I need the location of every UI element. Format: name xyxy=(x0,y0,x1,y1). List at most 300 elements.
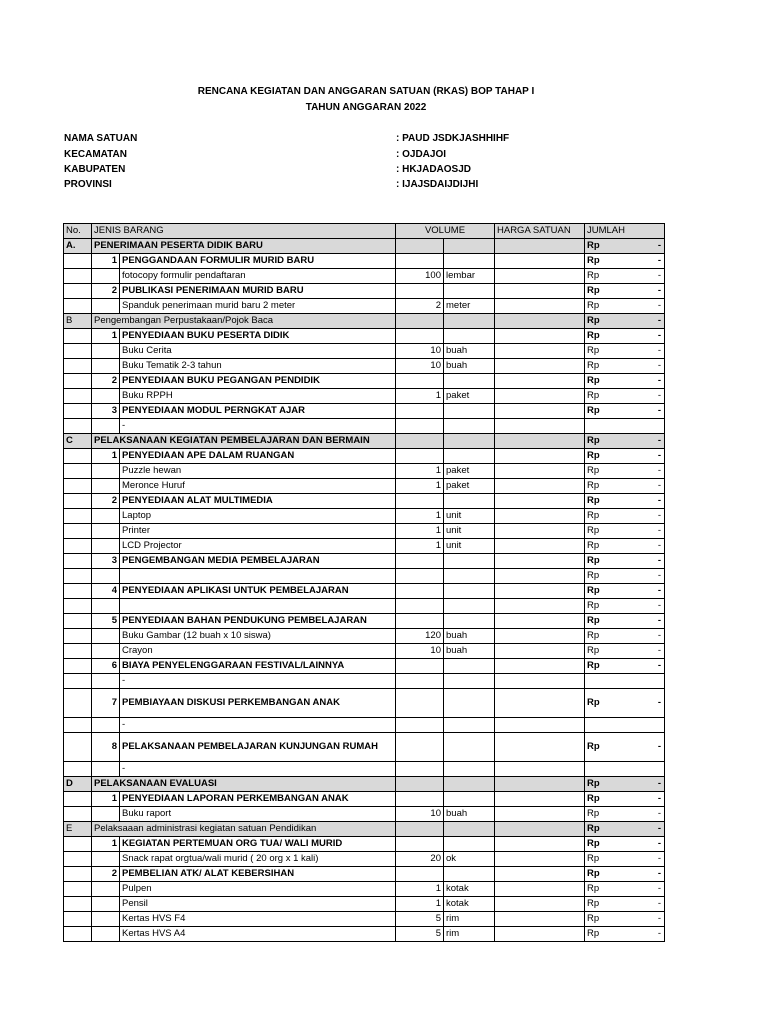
volume-unit-cell xyxy=(444,494,495,509)
currency-label: Rp xyxy=(587,240,600,251)
item-label-empty xyxy=(120,599,396,614)
harga-satuan-cell xyxy=(495,762,585,777)
jumlah-cell xyxy=(585,644,665,659)
no-cell xyxy=(64,404,92,419)
table-row-sub xyxy=(64,284,665,299)
table-row-section xyxy=(64,434,665,449)
harga-satuan-cell xyxy=(495,344,585,359)
jumlah-cell xyxy=(585,464,665,479)
no-cell xyxy=(64,689,92,718)
currency-label: Rp xyxy=(587,495,600,506)
table-row-blank xyxy=(64,599,665,614)
amount-value: - xyxy=(657,450,661,461)
sub-number: 2 xyxy=(92,494,120,509)
sub-number: 2 xyxy=(92,867,120,882)
jumlah-cell xyxy=(585,329,665,344)
dash-placeholder: - xyxy=(120,762,396,777)
jumlah-cell xyxy=(585,599,665,614)
item-label: Crayon xyxy=(120,644,396,659)
jumlah-cell xyxy=(585,659,665,674)
sub-no-cell xyxy=(92,644,120,659)
table-row-item xyxy=(64,269,665,284)
sub-number: 1 xyxy=(92,837,120,852)
jumlah-cell xyxy=(585,524,665,539)
currency-label: Rp xyxy=(587,435,600,446)
volume-qty-cell xyxy=(396,284,444,299)
jumlah-cell xyxy=(585,374,665,389)
currency-label: Rp xyxy=(587,838,600,849)
currency-label: Rp xyxy=(587,510,600,521)
volume-qty: 1 xyxy=(396,464,444,479)
no-cell xyxy=(64,254,92,269)
currency-label: Rp xyxy=(587,390,600,401)
volume-unit-cell xyxy=(444,822,495,837)
amount-value: - xyxy=(657,240,661,251)
table-row-sub xyxy=(64,584,665,599)
jumlah-cell xyxy=(585,614,665,629)
no-cell xyxy=(64,912,92,927)
no-cell xyxy=(64,659,92,674)
jumlah-cell xyxy=(585,852,665,867)
section-code: B xyxy=(64,314,92,329)
volume-qty: 1 xyxy=(396,882,444,897)
harga-satuan-cell xyxy=(495,359,585,374)
jumlah-cell-empty xyxy=(585,762,665,777)
table-row-dashrow xyxy=(64,762,665,777)
currency-label: Rp xyxy=(587,315,600,326)
info-value-kecamatan: : OJDAJOI xyxy=(396,149,447,160)
volume-qty: 20 xyxy=(396,852,444,867)
rkas-table xyxy=(63,223,665,942)
info-value-provinsi: : IJAJSDAIJDIJHI xyxy=(396,179,479,190)
volume-unit-cell xyxy=(444,614,495,629)
jumlah-cell xyxy=(585,239,665,254)
jumlah-cell xyxy=(585,554,665,569)
amount-value: - xyxy=(657,495,661,506)
sub-label: PENYEDIAAN MODUL PERNGKAT AJAR xyxy=(120,404,396,419)
table-row-section xyxy=(64,239,665,254)
currency-label: Rp xyxy=(587,823,600,834)
volume-unit: paket xyxy=(444,389,495,404)
amount-value: - xyxy=(657,793,661,804)
volume-unit-cell xyxy=(444,419,495,434)
volume-qty-cell xyxy=(396,792,444,807)
amount-value: - xyxy=(657,360,661,371)
table-row-item xyxy=(64,299,665,314)
jumlah-cell xyxy=(585,314,665,329)
sub-number: 1 xyxy=(92,449,120,464)
dash-placeholder: - xyxy=(120,674,396,689)
info-label-kabupaten: KABUPATEN xyxy=(64,164,126,175)
harga-satuan-cell xyxy=(495,912,585,927)
harga-satuan-cell xyxy=(495,807,585,822)
currency-label: Rp xyxy=(587,913,600,924)
jumlah-cell-empty xyxy=(585,718,665,733)
sub-no-cell xyxy=(92,629,120,644)
table-row-dashrow xyxy=(64,674,665,689)
header-jenis-barang: JENIS BARANG xyxy=(92,224,396,239)
currency-label: Rp xyxy=(587,928,600,939)
item-label: Kertas HVS F4 xyxy=(120,912,396,927)
amount-value: - xyxy=(657,270,661,281)
no-cell xyxy=(64,479,92,494)
harga-satuan-cell xyxy=(495,614,585,629)
dash-placeholder: - xyxy=(120,419,396,434)
table-row-item xyxy=(64,344,665,359)
sub-no-cell xyxy=(92,762,120,777)
no-cell xyxy=(64,733,92,762)
no-cell xyxy=(64,584,92,599)
currency-label: Rp xyxy=(587,465,600,476)
amount-value: - xyxy=(657,898,661,909)
volume-qty: 2 xyxy=(396,299,444,314)
harga-satuan-cell xyxy=(495,629,585,644)
amount-value: - xyxy=(657,375,661,386)
jumlah-cell xyxy=(585,299,665,314)
jumlah-cell xyxy=(585,254,665,269)
sub-label: KEGIATAN PERTEMUAN ORG TUA/ WALI MURID xyxy=(120,837,396,852)
no-cell xyxy=(64,927,92,942)
sub-number: 1 xyxy=(92,792,120,807)
no-cell xyxy=(64,509,92,524)
currency-label: Rp xyxy=(587,270,600,281)
amount-value: - xyxy=(657,741,661,752)
sub-no-cell xyxy=(92,359,120,374)
volume-unit-cell xyxy=(444,584,495,599)
harga-satuan-cell xyxy=(495,314,585,329)
amount-value: - xyxy=(657,808,661,819)
no-cell xyxy=(64,852,92,867)
volume-unit-cell xyxy=(444,284,495,299)
currency-label: Rp xyxy=(587,868,600,879)
volume-unit-cell xyxy=(444,689,495,718)
volume-qty-cell xyxy=(396,494,444,509)
volume-qty-cell xyxy=(396,837,444,852)
amount-value: - xyxy=(657,285,661,296)
sub-number: 1 xyxy=(92,329,120,344)
sub-no-cell xyxy=(92,269,120,284)
volume-qty-cell xyxy=(396,554,444,569)
item-label: Buku raport xyxy=(120,807,396,822)
amount-value: - xyxy=(657,645,661,656)
amount-value: - xyxy=(657,525,661,536)
volume-unit-cell xyxy=(444,659,495,674)
jumlah-cell-empty xyxy=(585,419,665,434)
sub-label: PENYEDIAAN APLIKASI UNTUK PEMBELAJARAN xyxy=(120,584,396,599)
sub-number: 2 xyxy=(92,284,120,299)
jumlah-cell xyxy=(585,792,665,807)
sub-label: PENYEDIAAN LAPORAN PERKEMBANGAN ANAK xyxy=(120,792,396,807)
info-label-kecamatan: KECAMATAN xyxy=(64,149,127,160)
volume-unit-cell xyxy=(444,329,495,344)
amount-value: - xyxy=(657,390,661,401)
jumlah-cell xyxy=(585,359,665,374)
harga-satuan-cell xyxy=(495,254,585,269)
volume-unit-cell xyxy=(444,374,495,389)
amount-value: - xyxy=(657,928,661,939)
volume-qty: 1 xyxy=(396,479,444,494)
currency-label: Rp xyxy=(587,255,600,266)
harga-satuan-cell xyxy=(495,584,585,599)
jumlah-cell xyxy=(585,837,665,852)
volume-qty: 1 xyxy=(396,897,444,912)
volume-qty-cell xyxy=(396,449,444,464)
volume-qty-cell xyxy=(396,569,444,584)
harga-satuan-cell xyxy=(495,659,585,674)
currency-label: Rp xyxy=(587,645,600,656)
harga-satuan-cell xyxy=(495,554,585,569)
volume-unit-cell xyxy=(444,239,495,254)
volume-qty-cell xyxy=(396,404,444,419)
amount-value: - xyxy=(657,465,661,476)
item-label: Snack rapat orgtua/wali murid ( 20 org x 1 kali) xyxy=(120,852,396,867)
volume-unit-cell xyxy=(444,554,495,569)
jumlah-cell xyxy=(585,777,665,792)
harga-satuan-cell xyxy=(495,867,585,882)
jumlah-cell xyxy=(585,434,665,449)
volume-unit-cell xyxy=(444,569,495,584)
table-row-item xyxy=(64,524,665,539)
volume-unit-cell xyxy=(444,254,495,269)
info-value-kabupaten: : HKJADAOSJD xyxy=(396,164,472,175)
volume-qty-cell xyxy=(396,239,444,254)
currency-label: Rp xyxy=(587,285,600,296)
no-cell xyxy=(64,718,92,733)
table-row-sub xyxy=(64,329,665,344)
volume-unit-cell xyxy=(444,599,495,614)
volume-qty: 10 xyxy=(396,807,444,822)
volume-qty-cell xyxy=(396,822,444,837)
amount-value: - xyxy=(657,300,661,311)
harga-satuan-cell xyxy=(495,689,585,718)
sub-label: PENYEDIAAN BUKU PESERTA DIDIK xyxy=(120,329,396,344)
item-label: Spanduk penerimaan murid baru 2 meter xyxy=(120,299,396,314)
no-cell xyxy=(64,359,92,374)
table-row-item xyxy=(64,389,665,404)
sub-number: 2 xyxy=(92,374,120,389)
header-harga-satuan: HARGA SATUAN xyxy=(495,224,585,239)
no-cell xyxy=(64,299,92,314)
jumlah-cell xyxy=(585,733,665,762)
section-code: A. xyxy=(64,239,92,254)
harga-satuan-cell xyxy=(495,852,585,867)
currency-label: Rp xyxy=(587,600,600,611)
harga-satuan-cell xyxy=(495,269,585,284)
item-label: Printer xyxy=(120,524,396,539)
volume-qty-cell xyxy=(396,314,444,329)
currency-label: Rp xyxy=(587,898,600,909)
volume-qty-cell xyxy=(396,689,444,718)
sub-no-cell xyxy=(92,674,120,689)
volume-unit: paket xyxy=(444,479,495,494)
harga-satuan-cell xyxy=(495,479,585,494)
jumlah-cell xyxy=(585,927,665,942)
table-row-sub xyxy=(64,449,665,464)
no-cell xyxy=(64,807,92,822)
table-row-sub xyxy=(64,689,665,718)
item-label: LCD Projector xyxy=(120,539,396,554)
currency-label: Rp xyxy=(587,540,600,551)
item-label: Puzzle hewan xyxy=(120,464,396,479)
jumlah-cell xyxy=(585,807,665,822)
amount-value: - xyxy=(657,868,661,879)
jumlah-cell xyxy=(585,882,665,897)
table-row-section xyxy=(64,314,665,329)
table-row-item xyxy=(64,539,665,554)
table-row-blank xyxy=(64,569,665,584)
jumlah-cell xyxy=(585,404,665,419)
jumlah-cell xyxy=(585,584,665,599)
amount-value: - xyxy=(657,585,661,596)
table-row-sub xyxy=(64,374,665,389)
item-label: Buku Cerita xyxy=(120,344,396,359)
table-row-item xyxy=(64,882,665,897)
amount-value: - xyxy=(657,600,661,611)
sub-label: PUBLIKASI PENERIMAAN MURID BARU xyxy=(120,284,396,299)
currency-label: Rp xyxy=(587,360,600,371)
volume-unit-cell xyxy=(444,314,495,329)
harga-satuan-cell xyxy=(495,299,585,314)
amount-value: - xyxy=(657,913,661,924)
harga-satuan-cell xyxy=(495,374,585,389)
harga-satuan-cell xyxy=(495,509,585,524)
volume-unit: rim xyxy=(444,912,495,927)
table-row-dashrow xyxy=(64,419,665,434)
item-label-empty xyxy=(120,569,396,584)
table-row-item xyxy=(64,509,665,524)
sub-no-cell xyxy=(92,509,120,524)
currency-label: Rp xyxy=(587,660,600,671)
volume-unit-cell xyxy=(444,762,495,777)
sub-no-cell xyxy=(92,419,120,434)
sub-label: PENGEMBANGAN MEDIA PEMBELAJARAN xyxy=(120,554,396,569)
sub-no-cell xyxy=(92,524,120,539)
volume-qty: 10 xyxy=(396,359,444,374)
no-cell xyxy=(64,569,92,584)
amount-value: - xyxy=(657,883,661,894)
harga-satuan-cell xyxy=(495,882,585,897)
volume-qty-cell xyxy=(396,584,444,599)
currency-label: Rp xyxy=(587,570,600,581)
jumlah-cell xyxy=(585,284,665,299)
volume-unit: ok xyxy=(444,852,495,867)
volume-unit: kotak xyxy=(444,882,495,897)
sub-no-cell xyxy=(92,718,120,733)
sub-number: 7 xyxy=(92,689,120,718)
jumlah-cell xyxy=(585,449,665,464)
volume-unit-cell xyxy=(444,777,495,792)
sub-no-cell xyxy=(92,599,120,614)
sub-no-cell xyxy=(92,897,120,912)
jumlah-cell-empty xyxy=(585,674,665,689)
sub-no-cell xyxy=(92,927,120,942)
amount-value: - xyxy=(657,540,661,551)
sub-no-cell xyxy=(92,539,120,554)
volume-qty: 10 xyxy=(396,644,444,659)
amount-value: - xyxy=(657,697,661,708)
harga-satuan-cell xyxy=(495,674,585,689)
harga-satuan-cell xyxy=(495,569,585,584)
table-row-sub xyxy=(64,554,665,569)
volume-unit: kotak xyxy=(444,897,495,912)
volume-qty: 5 xyxy=(396,927,444,942)
table-row-item xyxy=(64,807,665,822)
amount-value: - xyxy=(657,345,661,356)
item-label: Kertas HVS A4 xyxy=(120,927,396,942)
no-cell xyxy=(64,674,92,689)
volume-qty: 10 xyxy=(396,344,444,359)
no-cell xyxy=(64,837,92,852)
table-row-dashrow xyxy=(64,718,665,733)
item-label: Buku RPPH xyxy=(120,389,396,404)
volume-unit: buah xyxy=(444,359,495,374)
harga-satuan-cell xyxy=(495,599,585,614)
sub-no-cell xyxy=(92,852,120,867)
jumlah-cell xyxy=(585,912,665,927)
no-cell xyxy=(64,494,92,509)
amount-value: - xyxy=(657,480,661,491)
currency-label: Rp xyxy=(587,375,600,386)
volume-qty-cell xyxy=(396,434,444,449)
no-cell xyxy=(64,464,92,479)
section-label: PENERIMAAN PESERTA DIDIK BARU xyxy=(92,239,396,254)
jumlah-cell xyxy=(585,494,665,509)
table-row-section xyxy=(64,777,665,792)
amount-value: - xyxy=(657,660,661,671)
harga-satuan-cell xyxy=(495,329,585,344)
no-cell xyxy=(64,867,92,882)
volume-unit: unit xyxy=(444,524,495,539)
harga-satuan-cell xyxy=(495,822,585,837)
item-label: fotocopy formulir pendaftaran xyxy=(120,269,396,284)
volume-qty: 1 xyxy=(396,509,444,524)
harga-satuan-cell xyxy=(495,927,585,942)
sub-no-cell xyxy=(92,569,120,584)
table-row-item xyxy=(64,897,665,912)
document-title: RENCANA KEGIATAN DAN ANGGARAN SATUAN (RKAS) BOP TAHAP I xyxy=(197,86,535,97)
volume-unit: lembar xyxy=(444,269,495,284)
table-row-item xyxy=(64,644,665,659)
currency-label: Rp xyxy=(587,330,600,341)
item-label: Buku Gambar (12 buah x 10 siswa) xyxy=(120,629,396,644)
volume-qty-cell xyxy=(396,329,444,344)
amount-value: - xyxy=(657,330,661,341)
currency-label: Rp xyxy=(587,405,600,416)
harga-satuan-cell xyxy=(495,419,585,434)
harga-satuan-cell xyxy=(495,733,585,762)
volume-qty-cell xyxy=(396,718,444,733)
sub-label: PENGGANDAAN FORMULIR MURID BARU xyxy=(120,254,396,269)
volume-qty: 120 xyxy=(396,629,444,644)
section-label: PELAKSANAAN EVALUASI xyxy=(92,777,396,792)
amount-value: - xyxy=(657,435,661,446)
sub-no-cell xyxy=(92,344,120,359)
volume-unit-cell xyxy=(444,837,495,852)
harga-satuan-cell xyxy=(495,897,585,912)
sub-no-cell xyxy=(92,299,120,314)
currency-label: Rp xyxy=(587,793,600,804)
item-label: Pensil xyxy=(120,897,396,912)
volume-unit: paket xyxy=(444,464,495,479)
table-row-item xyxy=(64,629,665,644)
amount-value: - xyxy=(657,853,661,864)
info-value-nama-satuan: : PAUD JSDKJASHHIHF xyxy=(396,133,510,144)
no-cell xyxy=(64,792,92,807)
volume-unit: unit xyxy=(444,539,495,554)
section-label: PELAKSANAAN KEGIATAN PEMBELAJARAN DAN BERMAIN xyxy=(92,434,396,449)
jumlah-cell xyxy=(585,629,665,644)
no-cell xyxy=(64,644,92,659)
